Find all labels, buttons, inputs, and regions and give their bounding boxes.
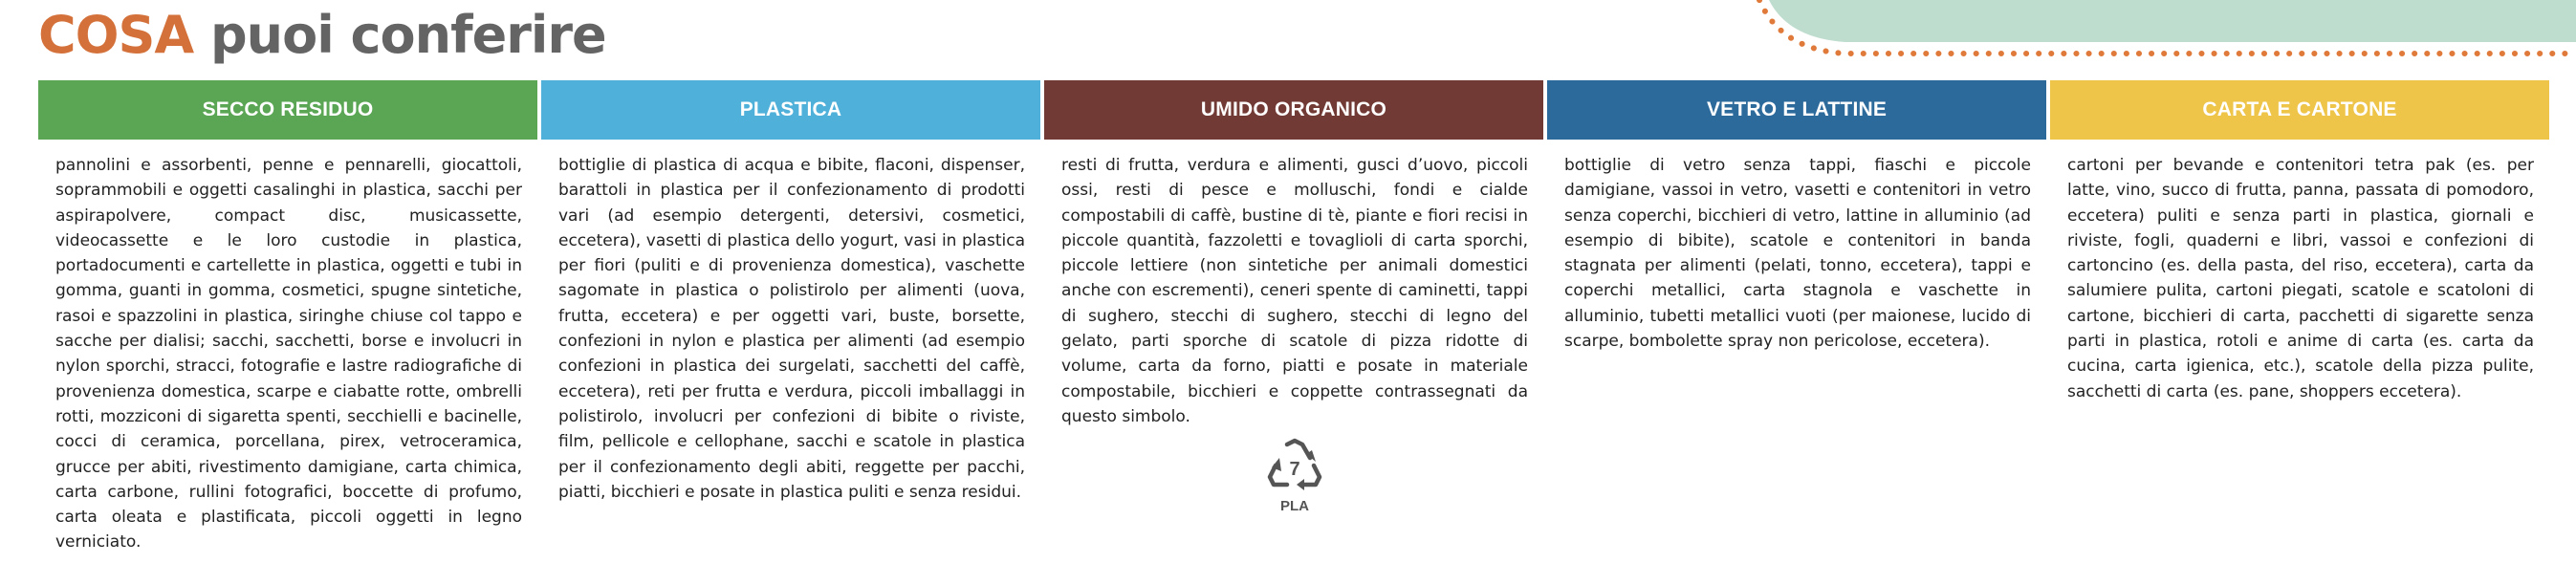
page-title xyxy=(38,2,606,69)
recycling-triangle-icon xyxy=(1264,437,1325,492)
category-description: bottiglie di plastica di acqua e bibite, flaconi, dispenser, barattoli in plastica per il confezionamento di prodotti vari (ad esempio detergenti, detersivi, cosmetici, eccetera), vasetti di plastica dello yogurt, vasi in plastica per fiori (puliti e di provenienza domestica), vaschette sagomate in plastica o polistirolo per alimenti (uova, frutta, eccetera) e per oggetti vari, buste, borsette, confezioni in nylon e plastica per alimenti (ad esempio confezioni in plastica dei surgelati, sacchetti del caffè, eccetera), reti per frutta e verdura, piccoli imballaggi in polistirolo, involucri per confezioni di bibite o riviste, film, pellicole e cellophane, sacchi e scatole in plastica per il confezionamento degli abiti, reggette per pacchi, piatti, bicchieri e posate in plastica puliti e senza residui. xyxy=(558,156,1025,502)
category-header: VETRO E LATTINE xyxy=(1547,80,2046,140)
category-umido-organico xyxy=(1044,80,1543,520)
category-description xyxy=(1044,140,1543,520)
title-rest: puoi conferire xyxy=(210,5,606,65)
category-description: bottiglie di vetro senza tappi, fiaschi e piccole damigiane, vassoi in vetro, vasetti e contenitori in vetro senza coperchi, bicchieri di vetro, lattine in alluminio (ad esempio di bibite), scatole e contenitori in banda stagnata per alimenti (pelati, tonno, eccetera), tappi e coperchi metallici, carta stagnola e vaschette in alluminio, tubetti metallici vuoti (per maionese, lucido di scarpe, bombolette spray non pericolose, eccetera). xyxy=(1564,156,2031,352)
category-secco-residuo xyxy=(38,80,537,555)
decoration-shape xyxy=(1769,0,2576,42)
category-description-text: resti di frutta, verdura e alimenti, gusci d’uovo, piccoli ossi, resti di pesce e molluschi, fondi e cialde compostabili di caffè, bustine di tè, piante e fiori recisi in piccole quantità, fazzoletti e tovaglioli di carta sporchi, piccole lettiere (non sintetiche per animali domestici anche con escrementi), ceneri spente di caminetti, tappi di sughero, stecchi di sughero, stecchi di legno del gelato, parti sporche di scatole di pizza ridotte di volume, carta da forno, piatti e posate in materiale compostabile, bicchieri e coppette contrassegnati da questo simbolo. xyxy=(1061,156,1528,426)
category-description: cartoni per bevande e contenitori tetra pak (es. per latte, vino, succo di frutta, panna, passata di pomodoro, eccetera) puliti e senza parti in plastica, giornali e riviste, fogli, quaderni e libri, vassoi e confezioni di cartoncino (es. della pasta, del riso, eccetera), carta da salumiere pulita, cartoni piegati, scatole e scatoloni di cartone, bicchieri di carta, pacchetti di sigarette senza parti in plastica, rotoli e anime di carta (es. carta da cucina, carta igienica, etc.), scatole della pizza pulite, sacchetti di carta (es. pane, shoppers eccetera). xyxy=(2067,156,2534,401)
category-header: CARTA E CARTONE xyxy=(2050,80,2549,140)
category-header: SECCO RESIDUO xyxy=(38,80,537,140)
category-header: PLASTICA xyxy=(541,80,1040,140)
category-header: UMIDO ORGANICO xyxy=(1044,80,1543,140)
pla-symbol xyxy=(1061,437,1528,519)
category-carta-e-cartone xyxy=(2050,80,2549,404)
title-accent: COSA xyxy=(38,5,194,65)
category-plastica xyxy=(541,80,1040,505)
category-vetro-e-lattine xyxy=(1547,80,2046,354)
pla-symbol-number: 7 xyxy=(1289,459,1300,481)
pla-symbol-label: PLA xyxy=(1280,498,1309,515)
category-description: pannolini e assorbenti, penne e pennarelli, giocattoli, soprammobili e oggetti casalinghi in plastica, sacchi per aspirapolvere, compact disc, musicassette, videocassette e le loro custodie in plastica, portadocumenti e cartellette in plastica, oggetti e tubi in gomma, guanti in gomma, cosmetici, spugne sintetiche, rasoi e spazzolini in plastica, siringhe chiuse col tappo e sacche per dialisi; sacchi, sacchetti, borse e involucri in nylon sporchi, stracci, fotografie e lastre radiografiche di provenienza domestica, scarpe e ciabatte rotte, ombrelli rotti, mozziconi di sigaretta spenti, secchielli e bacinelle, cocci di ceramica, porcellana, pirex, vetroceramica, grucce per abiti, rivestimento damigiane, carta chimica, carta carbone, rullini fotografici, boccette di profumo, carta oleata e plastificata, piccoli oggetti in legno verniciato. xyxy=(55,156,522,552)
